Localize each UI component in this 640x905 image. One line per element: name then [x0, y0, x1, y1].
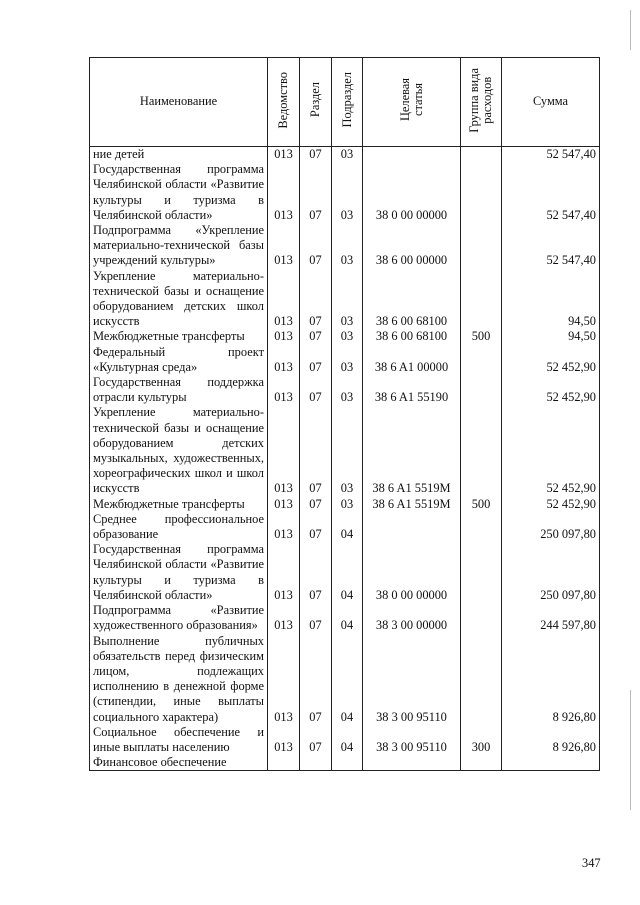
header-target: Целевая статья [363, 58, 461, 147]
row-section: 07 [300, 542, 332, 603]
row-group [461, 512, 502, 542]
row-subsection: 03 [332, 223, 363, 269]
row-name: Финансовое обеспечение [90, 755, 268, 771]
scan-margin-line [630, 690, 631, 810]
row-subsection: 03 [332, 329, 363, 344]
row-subsection: 04 [332, 542, 363, 603]
row-group [461, 603, 502, 633]
row-section [300, 755, 332, 771]
row-name: Государственная программа Челябинской области «Развитие культуры и туризма в Челябинской области» [90, 542, 268, 603]
row-dept: 013 [268, 542, 300, 603]
row-subsection: 04 [332, 512, 363, 542]
table-row [90, 542, 600, 603]
row-sum: 52 452,90 [502, 405, 600, 496]
table-row [90, 405, 600, 496]
row-name: ние детей [90, 147, 268, 163]
row-section: 07 [300, 725, 332, 755]
table-row [90, 603, 600, 633]
row-name: Укрепление материально-технической базы и оснащение оборудованием детских музыкальных, художественных, хореографических школ и школ искусств [90, 405, 268, 496]
row-group [461, 542, 502, 603]
row-target: 38 0 00 00000 [363, 162, 461, 223]
row-section: 07 [300, 512, 332, 542]
row-name: Подпрограмма «Развитие художественного образования» [90, 603, 268, 633]
row-sum: 250 097,80 [502, 512, 600, 542]
row-sum: 94,50 [502, 269, 600, 330]
row-name: Государственная поддержка отрасли культуры [90, 375, 268, 405]
table-row [90, 755, 600, 771]
row-target [363, 512, 461, 542]
row-target: 38 6 00 68100 [363, 269, 461, 330]
row-dept: 013 [268, 725, 300, 755]
header-name: Наименование [90, 58, 268, 147]
row-section: 07 [300, 223, 332, 269]
row-dept: 013 [268, 405, 300, 496]
row-group [461, 162, 502, 223]
row-dept: 013 [268, 603, 300, 633]
row-subsection: 03 [332, 497, 363, 512]
row-section: 07 [300, 162, 332, 223]
row-group [461, 375, 502, 405]
row-section: 07 [300, 405, 332, 496]
row-dept: 013 [268, 269, 300, 330]
row-subsection: 03 [332, 375, 363, 405]
row-subsection: 04 [332, 634, 363, 725]
row-name: Подпрограмма «Укрепление материально-технической базы учреждений культуры» [90, 223, 268, 269]
row-dept: 013 [268, 147, 300, 163]
header-sum: Сумма [502, 58, 600, 147]
row-group: 500 [461, 497, 502, 512]
row-section: 07 [300, 603, 332, 633]
row-section: 07 [300, 375, 332, 405]
header-dept: Ведомство [268, 58, 300, 147]
row-target: 38 3 00 95110 [363, 634, 461, 725]
row-dept: 013 [268, 512, 300, 542]
row-target [363, 147, 461, 163]
row-sum: 52 547,40 [502, 147, 600, 163]
row-section: 07 [300, 147, 332, 163]
row-target: 38 6 A1 55190 [363, 375, 461, 405]
table-row [90, 345, 600, 375]
row-dept [268, 755, 300, 771]
row-name: Среднее профессиональное образование [90, 512, 268, 542]
table-row [90, 512, 600, 542]
row-group [461, 147, 502, 163]
table-row [90, 375, 600, 405]
row-target: 38 6 A1 5519M [363, 405, 461, 496]
row-target: 38 6 A1 5519M [363, 497, 461, 512]
row-dept: 013 [268, 375, 300, 405]
row-name: Государственная программа Челябинской области «Развитие культуры и туризма в Челябинской области» [90, 162, 268, 223]
row-subsection: 04 [332, 603, 363, 633]
row-subsection: 03 [332, 405, 363, 496]
row-subsection: 03 [332, 147, 363, 163]
row-target [363, 755, 461, 771]
row-section: 07 [300, 269, 332, 330]
table-row [90, 147, 600, 163]
row-sum: 8 926,80 [502, 725, 600, 755]
row-name: Федеральный проект «Культурная среда» [90, 345, 268, 375]
table-row [90, 223, 600, 269]
row-subsection [332, 755, 363, 771]
row-sum: 8 926,80 [502, 634, 600, 725]
row-group [461, 405, 502, 496]
row-subsection: 03 [332, 269, 363, 330]
row-group [461, 223, 502, 269]
scan-margin-line [630, 10, 631, 50]
row-sum: 244 597,80 [502, 603, 600, 633]
table-row [90, 497, 600, 512]
row-group [461, 269, 502, 330]
row-sum: 52 452,90 [502, 345, 600, 375]
row-group [461, 634, 502, 725]
row-group: 300 [461, 725, 502, 755]
row-group [461, 345, 502, 375]
row-target: 38 6 00 00000 [363, 223, 461, 269]
row-target: 38 0 00 00000 [363, 542, 461, 603]
table-header-row [90, 58, 600, 147]
row-dept: 013 [268, 345, 300, 375]
row-subsection: 04 [332, 725, 363, 755]
row-sum: 52 452,90 [502, 375, 600, 405]
row-dept: 013 [268, 162, 300, 223]
row-section: 07 [300, 329, 332, 344]
row-name: Межбюджетные трансферты [90, 329, 268, 344]
row-sum: 52 547,40 [502, 223, 600, 269]
table-row [90, 329, 600, 344]
row-sum: 94,50 [502, 329, 600, 344]
page-number: 347 [582, 856, 601, 870]
row-subsection: 03 [332, 162, 363, 223]
row-dept: 013 [268, 329, 300, 344]
row-subsection: 03 [332, 345, 363, 375]
row-dept: 013 [268, 497, 300, 512]
row-section: 07 [300, 634, 332, 725]
table-row [90, 725, 600, 755]
row-section: 07 [300, 497, 332, 512]
budget-table [89, 57, 600, 771]
row-sum: 52 547,40 [502, 162, 600, 223]
row-target: 38 3 00 95110 [363, 725, 461, 755]
row-name: Укрепление материально-технической базы и оснащение оборудованием детских школ искусств [90, 269, 268, 330]
row-name: Межбюджетные трансферты [90, 497, 268, 512]
row-target: 38 6 00 68100 [363, 329, 461, 344]
header-group: Группа вида расходов [461, 58, 502, 147]
row-sum [502, 755, 600, 771]
row-sum: 52 452,90 [502, 497, 600, 512]
row-name: Выполнение публичных обязательств перед физическим лицом, подлежащих исполнению в денежной форме (стипендии, иные выплаты социального характера) [90, 634, 268, 725]
table-row [90, 269, 600, 330]
row-target: 38 6 A1 00000 [363, 345, 461, 375]
row-group: 500 [461, 329, 502, 344]
row-section: 07 [300, 345, 332, 375]
row-dept: 013 [268, 634, 300, 725]
row-dept: 013 [268, 223, 300, 269]
table-row [90, 162, 600, 223]
header-section: Раздел [300, 58, 332, 147]
row-target: 38 3 00 00000 [363, 603, 461, 633]
row-sum: 250 097,80 [502, 542, 600, 603]
row-group [461, 755, 502, 771]
header-subsection: Подраздел [332, 58, 363, 147]
table-row [90, 634, 600, 725]
row-name: Социальное обеспечение и иные выплаты населению [90, 725, 268, 755]
